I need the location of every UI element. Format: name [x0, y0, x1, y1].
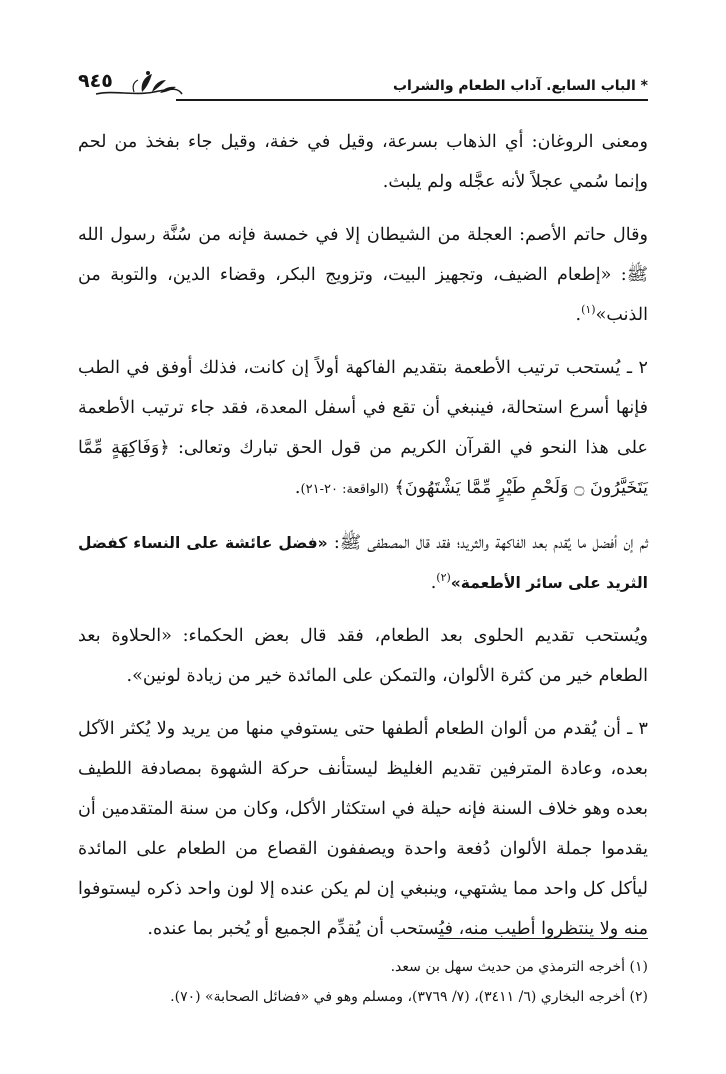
- footnotes: [78, 952, 648, 1012]
- page-header: [76, 66, 648, 102]
- paragraph-hatim-alasam: [78, 215, 648, 335]
- page-body: [78, 122, 648, 949]
- paragraph-end: .: [575, 305, 582, 325]
- footnote-2: (٢) أخرجه البخاري (٦/ ٣٤١١)، (٧/ ٣٧٦٩)، ومسلم وهو في «فضائل الصحابة» (٧٠).: [170, 989, 648, 1005]
- footnote-1: (١) أخرجه الترمذي من حديث سهل بن سعد.: [390, 959, 648, 975]
- paragraph-order-of-dishes: ٣ ـ أن يُقدم من ألوان الطعام ألطفها حتى يستوفي منها من يريد ولا يُكثر الآكل بعده، وعادة المترفين تقديم الغليظ ليستأنف حركة الشهوة بمصادفة اللطيف بعده وهو خلاف السنة فإنه حيلة في استكثار الأكل، وكان من سنة المتقدمين أن يقدموا جملة الألوان دُفعة واحدة ويصففون القصاع من الطعام على المائدة ليأكل كل واحد مما يشتهي، وينبغي إن لم يكن عنده إلا لون واحد ذكره ليستوفوا منه ولا ينتظروا أطيب منه، فيُستحب أن يُقدِّم الجميع أو يُخبر بما عنده.: [78, 719, 648, 939]
- paragraph-fruit-first: [78, 348, 648, 510]
- paragraph-text: ٢ ـ يُستحب ترتيب الأطعمة بتقديم الفاكهة أولاً إن كانت، فذلك أوفق في الطب فإنها أسرع استحالة، فينبغي أن تقع في أسفل المعدة، فقد جاء ترتيب الأطعمة على هذا النحو في القرآن الكريم من قول الحق تبارك وتعالى:: [78, 358, 648, 458]
- quran-reference: (الواقعة: ٢٠-٢١): [300, 482, 389, 497]
- footnote-separator: [438, 938, 648, 939]
- footnote-marker-2: (٢): [436, 571, 451, 585]
- paragraph-sweets: ويُستحب تقديم الحلوى بعد الطعام، فقد قال بعض الحكماء: «الحلاوة بعد الطعام خير من كثرة الألوان، والتمكن على المائدة خير من زيادة لونين».: [78, 626, 648, 686]
- hadith-quote: «فضل عائشة على النساء كفضل الثريد على سائر الأطعمة»: [78, 534, 648, 592]
- footnote-marker-1: (١): [581, 303, 596, 317]
- page-number: ٩٤٥: [78, 70, 113, 92]
- running-title: * الباب السابع. آداب الطعام والشراب: [392, 78, 648, 94]
- header-rule: [176, 99, 648, 101]
- paragraph-ruwghan-meaning: ومعنى الروغان: أي الذهاب بسرعة، وقيل في خفة، وقيل جاء بفخذ من لحم وإنما سُمي عجلاً لأنه عجَّله ولم يلبث.: [78, 132, 648, 192]
- paragraph-tharid: [78, 523, 648, 603]
- page-number-ornament: [76, 66, 186, 102]
- paragraph-text: ثم إن أفضل ما يُقدم بعد الفاكهة والثريد؛ فقد قال المصطفى ﷺ:: [333, 533, 649, 553]
- paragraph-end: .: [430, 573, 437, 593]
- paragraph-text: وقال حاتم الأصم: العجلة من الشيطان إلا في خمسة فإنه من سُنَّة رسول الله ﷺ: «إطعام الضيف، وتجهيز البيت، وتزويج البكر، وقضاء الدين، والتوبة من الذنب»: [78, 225, 648, 325]
- quran-verse: ﴿وَفَاكِهَةٍ مِّمَّا يَتَخَيَّرُونَ ۝ وَلَحْمِ طَيْرٍ مِّمَّا يَشْتَهُونَ﴾: [78, 438, 648, 498]
- paragraph-end: .: [294, 478, 301, 498]
